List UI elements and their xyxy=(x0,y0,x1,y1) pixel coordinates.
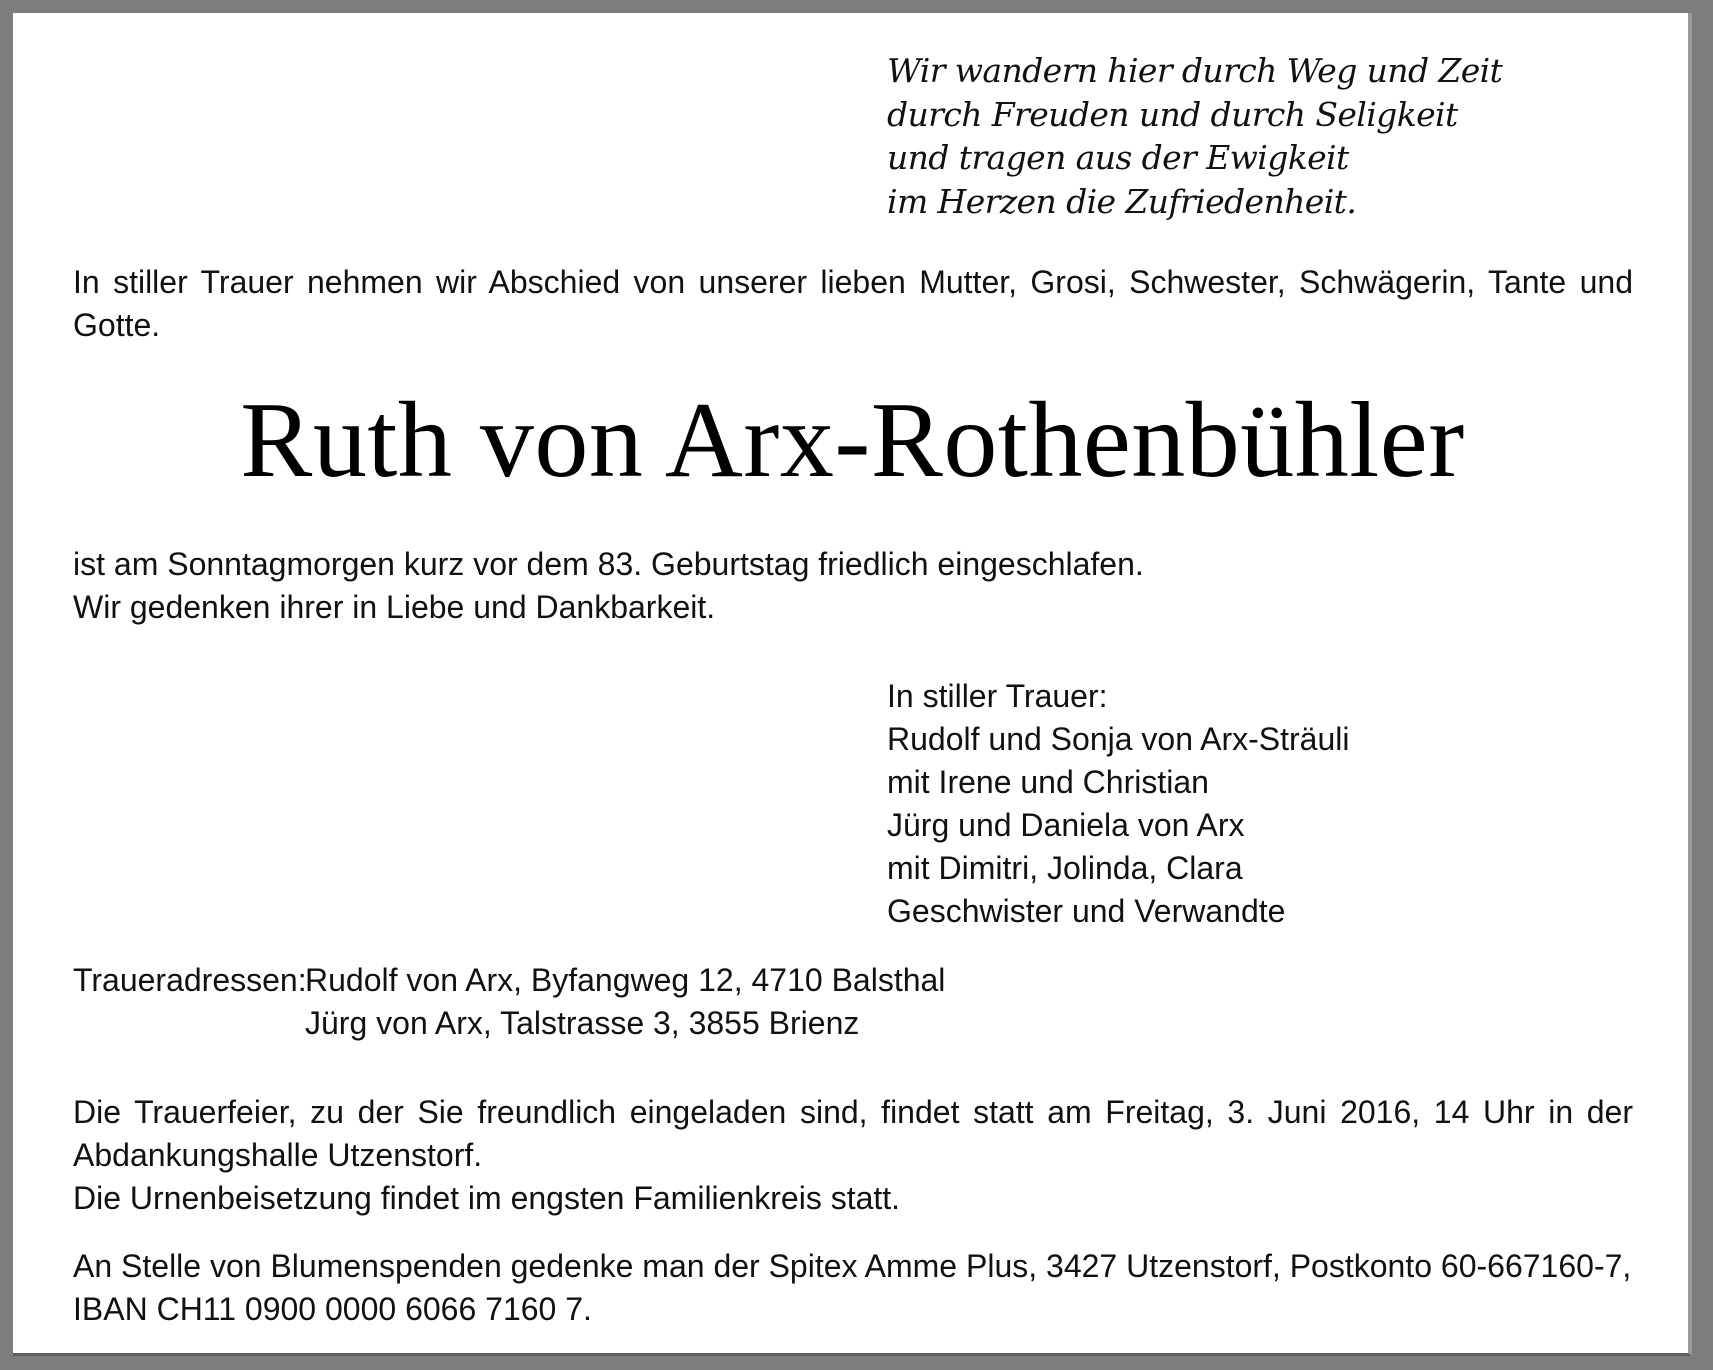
mourner-line: mit Irene und Christian xyxy=(887,764,1209,800)
donation-line: An Stelle von Blumenspenden gedenke man der Spitex Amme Plus, 3427 Utzenstorf, Postkonto 60-667160-7, xyxy=(73,1248,1632,1284)
obituary-page xyxy=(13,13,1692,1356)
mourner-line: Geschwister und Verwandte xyxy=(887,893,1286,929)
mourners-heading: In stiller Trauer: xyxy=(887,678,1108,714)
poem-line: im Herzen die Zufriedenheit. xyxy=(887,181,1357,221)
address-row xyxy=(73,1002,945,1045)
addresses-label-spacer xyxy=(73,1002,305,1045)
deceased-name: Ruth von Arx-Rothenbühler xyxy=(240,381,1465,500)
intro-text: In stiller Trauer nehmen wir Abschied von unserer lieben Mutter, Grosi, Schwester, Schwägerin, Tante und Gotte. xyxy=(73,264,1633,343)
poem-line: Wir wandern hier durch Weg und Zeit xyxy=(887,51,1503,90)
mourning-addresses xyxy=(73,959,945,1045)
passing-notice xyxy=(73,543,1633,629)
poem-line: und tragen aus der Ewigkeit xyxy=(887,138,1349,177)
iban-line: IBAN CH11 0900 0000 6066 7160 7. xyxy=(73,1291,592,1327)
address-line: Jürg von Arx, Talstrasse 3, 3855 Brienz xyxy=(305,1005,860,1041)
passing-line: ist am Sonntagmorgen kurz vor dem 83. Geburtstag friedlich eingeschlafen. xyxy=(73,546,1144,582)
addresses-label: Traueradressen: xyxy=(73,962,307,998)
address-row xyxy=(73,959,945,1002)
poem-line: durch Freuden und durch Seligkeit xyxy=(887,94,1458,134)
mourner-line: Jürg und Daniela von Arx xyxy=(887,807,1245,843)
ceremony-notice xyxy=(73,1091,1633,1220)
address-line: Rudolf von Arx, Byfangweg 12, 4710 Balsthal xyxy=(305,962,946,998)
mourner-line: Rudolf und Sonja von Arx-Sträuli xyxy=(887,721,1350,757)
mourner-line: mit Dimitri, Jolinda, Clara xyxy=(887,850,1243,886)
remembrance-line: Wir gedenken ihrer in Liebe und Dankbarkeit. xyxy=(73,589,716,625)
urn-burial-text: Die Urnenbeisetzung findet im engsten Familienkreis statt. xyxy=(73,1180,901,1216)
poem xyxy=(887,49,1647,223)
mourners-list xyxy=(887,675,1647,933)
donation-notice xyxy=(73,1245,1633,1331)
ceremony-text: Die Trauerfeier, zu der Sie freundlich eingeladen sind, findet statt am Freitag, 3. Juni 2016, 14 Uhr in der Abdankungshalle Utzenstorf. xyxy=(73,1094,1633,1173)
